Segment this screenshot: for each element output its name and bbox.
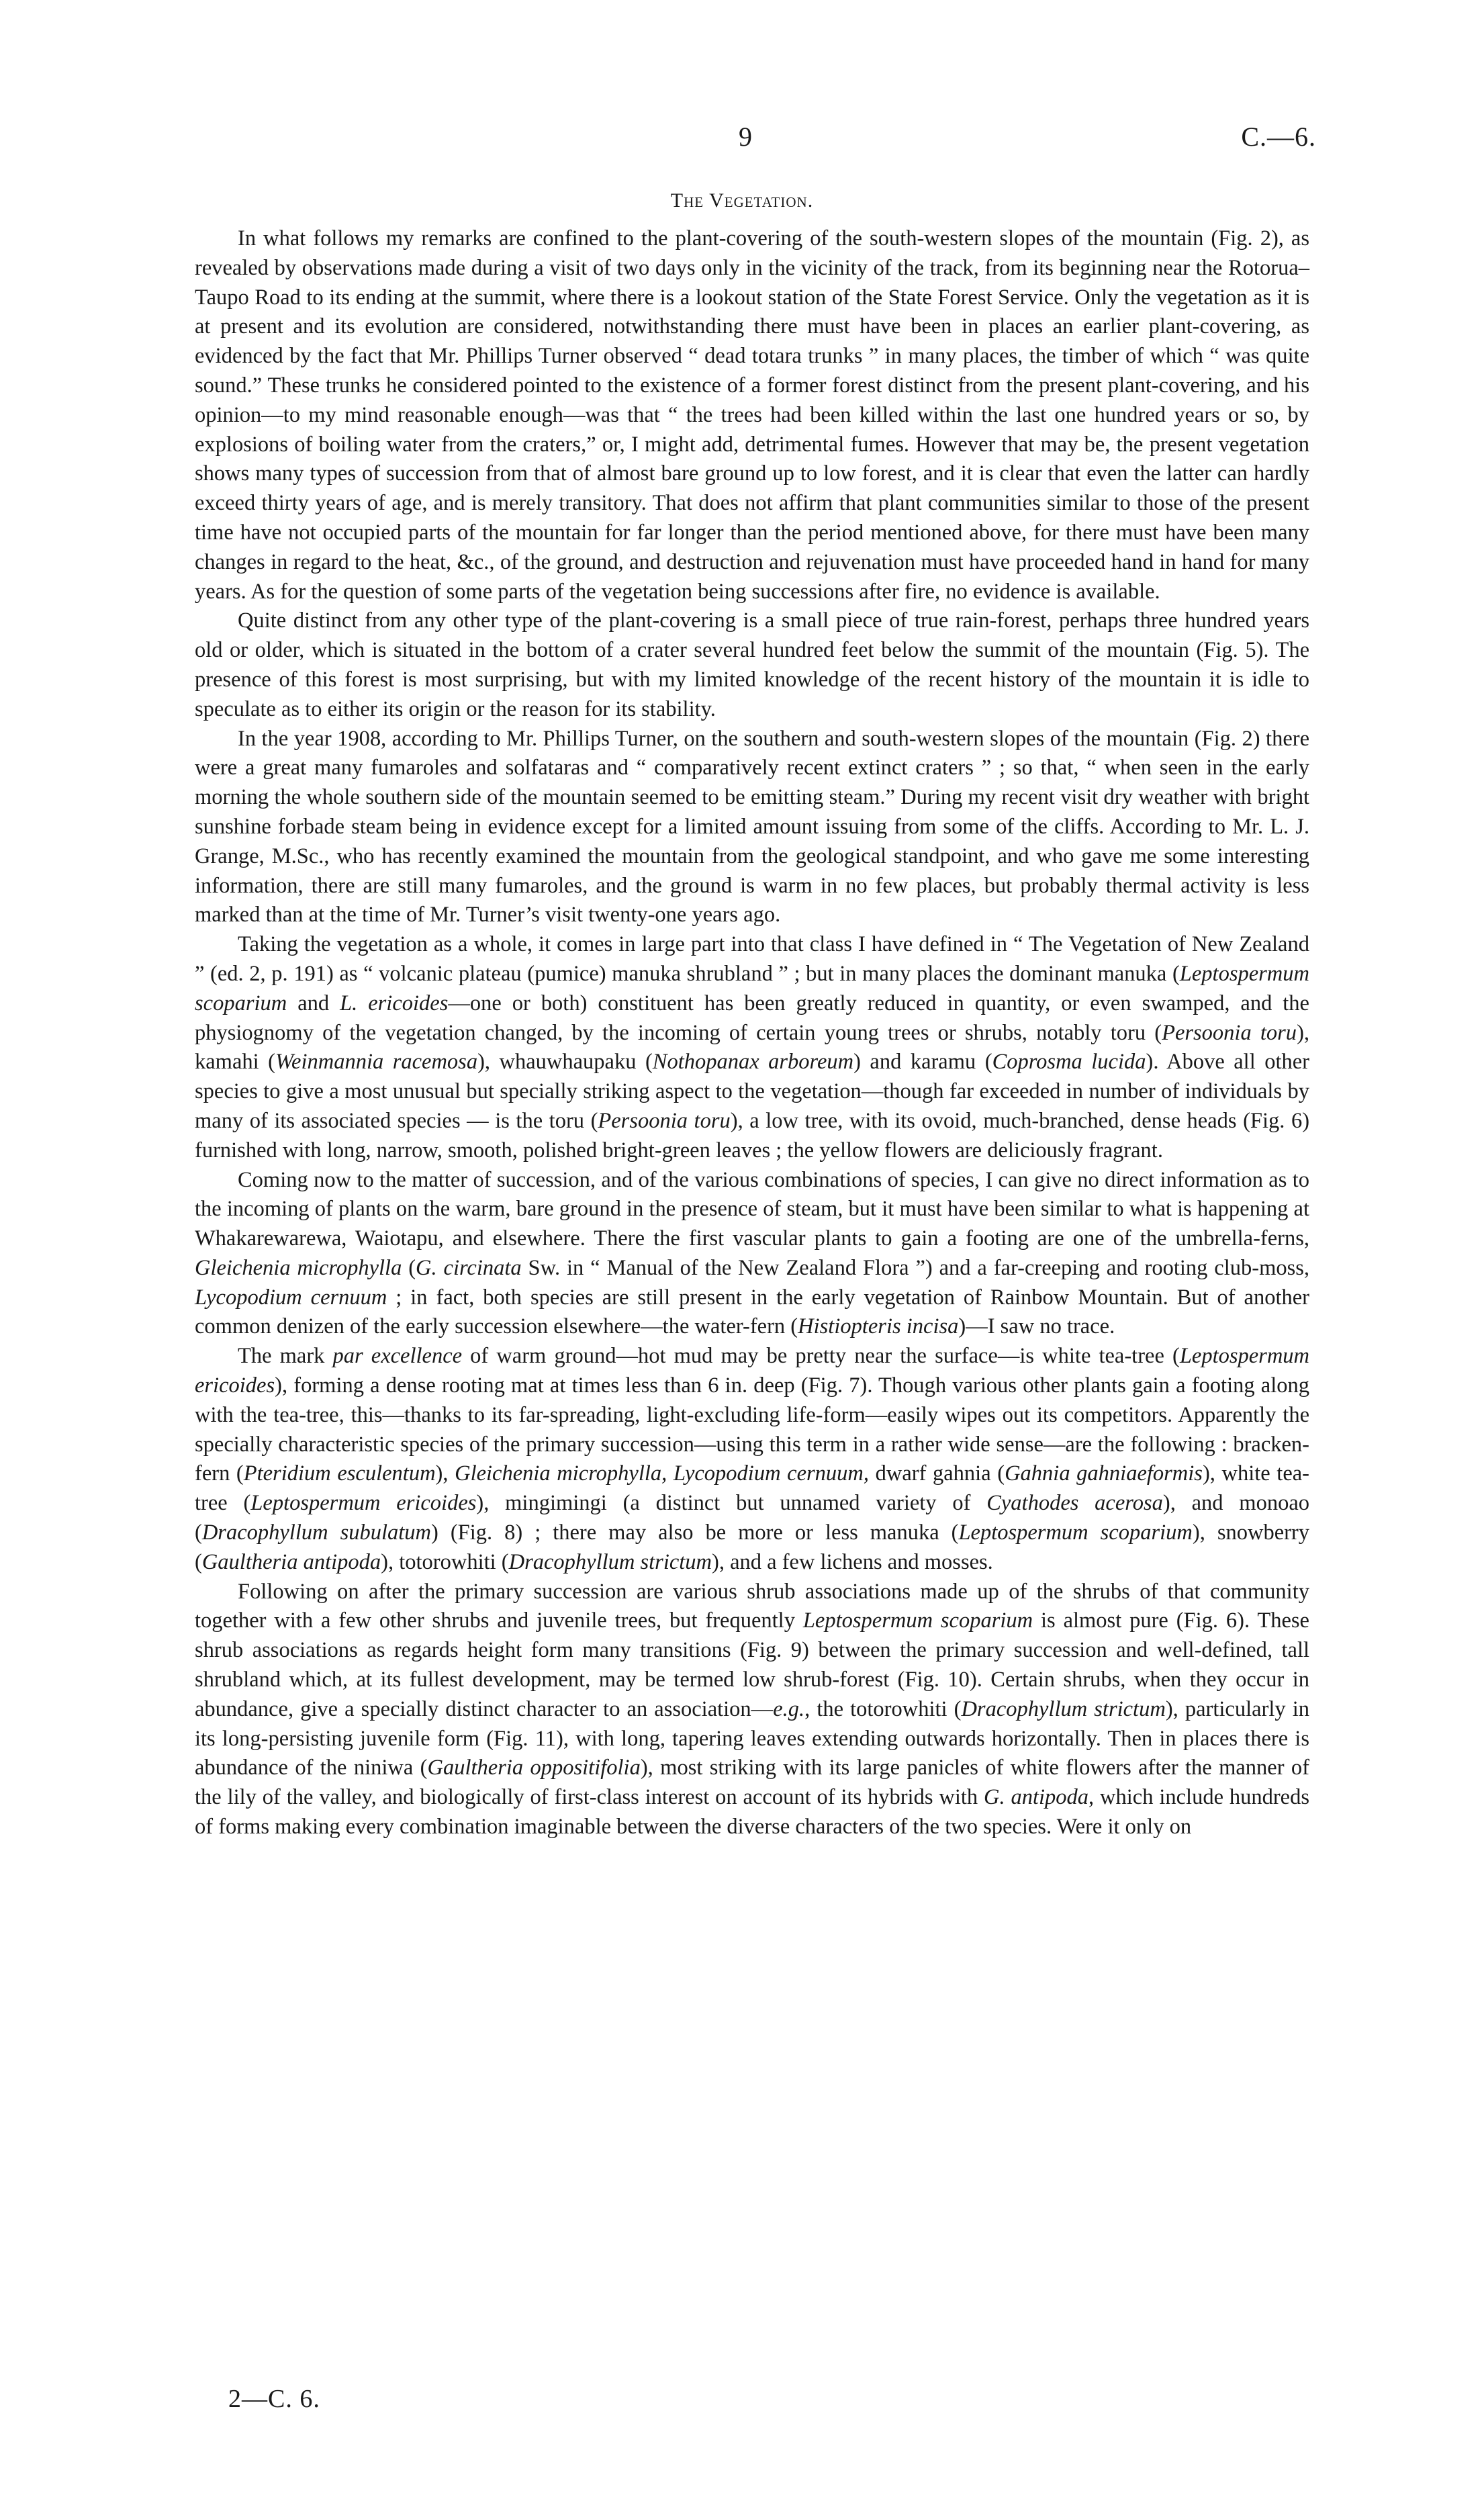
italic-run: par excellence: [332, 1344, 463, 1369]
text-run: ), and a few lichens and mosses.: [712, 1549, 993, 1574]
italic-run: Persoonia toru: [598, 1108, 731, 1133]
italic-run: e.g.: [773, 1696, 805, 1721]
text-run: and: [287, 991, 340, 1015]
italic-run: Gahnia gahniaeformis: [1005, 1461, 1203, 1486]
text-run: (: [402, 1255, 416, 1280]
text-run: ), totorowhiti (: [381, 1549, 509, 1574]
text-run: The mark: [238, 1344, 333, 1369]
italic-run: Leptospermum scoparium: [802, 1608, 1033, 1633]
text-run: Quite distinct from any other type of the plant-covering is a small piece of true rain-forest, perhaps three hundred years old or older, which is situated in the bottom of a crater several hundred feet below the summit of the mountain (Fig. 5). The presence of this forest is most surprising, but with my limited knowledge of the recent history of the mountain it is idle to speculate as to either its origin or the reason for its stability.: [195, 608, 1309, 721]
italic-run: L. ericoides: [340, 991, 449, 1015]
document-reference: C.—6.: [1241, 122, 1316, 152]
italic-run: Persoonia toru: [1162, 1020, 1297, 1045]
italic-run: Dracophyllum strictum: [961, 1696, 1166, 1721]
text-run: ), and monoao (: [195, 1491, 1310, 1545]
italic-run: Lycopodium cernuum: [195, 1285, 387, 1310]
italic-run: Leptospermum scoparium: [195, 961, 1309, 1015]
text-run: Sw. in “ Manual of the New Zealand Flora ”) and a far-creeping and rooting club-moss,: [521, 1255, 1310, 1280]
italic-run: Dracophyllum strictum: [508, 1549, 712, 1574]
italic-run: Leptospermum ericoides: [250, 1491, 477, 1516]
text-run: ), snowberry (: [195, 1520, 1310, 1574]
text-run: ; in fact, both species are still present in the early vegetation of Rainbow Mountain. But of another common denizen of the early succession elsewhere—the water-fern (: [195, 1285, 1309, 1339]
text-run: ) and karamu (: [853, 1050, 992, 1075]
text-run: Taking the vegetation as a whole, it comes in large part into that class I have defined in “ The Vegetation of New Zealand ” (ed. 2, p. 191) as “ volcanic plateau (pumice) manuka shrubland ” ; but in many places the dominant manuka (: [195, 932, 1309, 986]
italic-run: Leptospermum ericoides: [195, 1344, 1310, 1398]
text-run: Following on after the primary succession are various shrub associations made up of the shrubs of that community together with a few other shrubs and juvenile trees, but frequently: [195, 1579, 1309, 1633]
text-run: ), white tea-tree (: [195, 1461, 1310, 1516]
italic-run: Gaultheria antipoda: [201, 1549, 381, 1574]
text-run: , the totorowhiti (: [804, 1696, 962, 1721]
italic-run: Dracophyllum subulatum: [201, 1520, 432, 1545]
italic-run: Pteridium esculentum: [243, 1461, 436, 1486]
text-run: ), a low tree, with its ovoid, much-branched, dense heads (Fig. 6) furnished with long, narrow, smooth, polished bright-green leaves ; the yellow flowers are deliciously fragrant.: [195, 1108, 1310, 1163]
section-title: The Vegetation.: [670, 189, 814, 212]
text-run: ), most striking with its large panicles of white flowers after the manner of the lily of the valley, and biologically of first-class interest on account of its hybrids with: [195, 1756, 1309, 1810]
text-run: In the year 1908, according to Mr. Phillips Turner, on the southern and south-western slopes of the mountain (Fig. 2) there were a great many fumaroles and solfataras and “ comparatively recent extinct craters ” ; so that, “ when seen in the early morning the whole southern side of the mountain seemed to be emitting steam.” During my recent visit dry weather with bright sunshine forbade steam being in evidence except for a limited amount issuing from some of the cliffs. According to Mr. L. J. Grange, M.Sc., who has recently examined the mountain from the geological standpoint, and who gave me some interesting information, there are still many fumaroles, and the ground is warm in no few places, but probably thermal activity is less marked than at the time of Mr. Turner’s visit twenty-one years ago.: [195, 726, 1309, 927]
text-run: is almost pure (Fig. 6). These shrub associations as regards height form many transitions (Fig. 9) between the primary succession and well-defined, tall shrubland which, at its fullest development, may be termed low shrub-forest (Fig. 10). Certain shrubs, when they occur in abundance, give a specially distinct character to an association—: [195, 1608, 1309, 1721]
text-run: , which include hundreds of forms making every combination imaginable between the diverse characters of the two species. Were it only on: [195, 1785, 1310, 1839]
paragraph: [195, 1166, 1309, 1343]
italic-run: Gaultheria oppositifolia: [427, 1756, 641, 1780]
italic-run: Gleichenia microphylla, Lycopodium cernuum,: [455, 1461, 870, 1486]
text-run: Coming now to the matter of succession, and of the various combinations of species, I can give no direct information as to the incoming of plants on the warm, bare ground in the presence of steam, but it must have been similar to what is happening at Whakarewarewa, Waiotapu, and elsewhere. There the first vascular plants to gain a footing are one of the umbrella-ferns,: [195, 1167, 1309, 1251]
paragraph: [195, 224, 1309, 606]
italic-run: Leptospermum scoparium: [958, 1520, 1193, 1545]
text-run: In what follows my remarks are confined to the plant-covering of the south-western slopes of the mountain (Fig. 2), as revealed by observations made during a visit of two days only in the vicinity of the track, from its beginning near the Rotorua–Taupo Road to its ending at the summit, where there is a lookout station of the State Forest Service. Only the vegetation as it is at present and its evolution are considered, notwithstanding there must have been in places an earlier plant-covering, as evidenced by the fact that Mr. Phillips Turner observed “ dead totara trunks ” in many places, the timber of which “ was quite sound.” These trunks he considered pointed to the existence of a former forest distinct from the present plant-covering, and his opinion—to my mind reasonable enough—was that “ the trees had been killed within the last one hundred years or so, by explosions of boiling water from the craters,” or, I might add, detrimental fumes. However that may be, the present vegetation shows many types of succession from that of almost bare ground up to low forest, and it is clear that even the latter can hardly exceed thirty years of age, and is merely transitory. That does not affirm that plant communities similar to those of the present time have not occupied parts of the mountain for far longer than the period mentioned above, for there must have been many changes in regard to the heat, &c., of the ground, and destruction and rejuvenation must have proceeded hand in hand for many years. As for the question of some parts of the vegetation being successions after fire, no evidence is available.: [195, 226, 1309, 604]
italic-run: Nothopanax arboreum: [652, 1050, 854, 1075]
italic-run: Weinmannia racemosa: [275, 1050, 478, 1075]
text-run: ) (Fig. 8) ; there may also be more or less manuka (: [431, 1520, 959, 1545]
text-run: ), kamahi (: [195, 1020, 1310, 1075]
text-run: —one or both) constituent has been greatly reduced in quantity, or even swamped, and the physiognomy of the vegetation changed, by the incoming of certain young trees or shrubs, notably toru (: [195, 991, 1309, 1045]
text-run: ),: [435, 1461, 455, 1486]
text-run: ), whauwhaupaku (: [477, 1050, 653, 1075]
body-text: [195, 224, 1309, 1842]
text-run: ). Above all other species to give a most unusual but specially striking aspect to the vegetation—though far exceeded in number of individuals by many of its associated species — is the toru (: [195, 1050, 1309, 1133]
text-run: ), mingimingi (a distinct but unnamed variety of: [476, 1491, 987, 1516]
text-run: )—I saw no trace.: [958, 1314, 1115, 1339]
paragraph: [195, 1578, 1309, 1842]
text-run: ), particularly in its long-persisting juvenile form (Fig. 11), with long, tapering leaves extending outwards horizontally. Then in places there is abundance of the niniwa (: [195, 1696, 1309, 1780]
text-run: dwarf gahnia (: [869, 1461, 1005, 1486]
paragraph: [195, 930, 1309, 1165]
paragraph: [195, 725, 1309, 931]
italic-run: Coprosma lucida: [992, 1050, 1146, 1075]
text-run: of warm ground—hot mud may be pretty near the surface—is white tea-tree (: [462, 1344, 1180, 1369]
text-run: ), forming a dense rooting mat at times less than 6 in. deep (Fig. 7). Though various other plants gain a footing along with the tea-tree, this—thanks to its far-spreading, light-excluding life-form—easily wipes out its competitors. Apparently the specially characteristic species of the primary succession—using this term in a rather wide sense—are the following : bracken-fern (: [195, 1373, 1309, 1486]
sheet-signature: 2—C. 6.: [228, 2385, 320, 2413]
paragraph: [195, 606, 1309, 724]
paragraph: [195, 1342, 1309, 1577]
italic-run: G. circinata: [416, 1255, 522, 1280]
page-number: 9: [739, 122, 752, 152]
italic-run: G. antipoda: [984, 1785, 1089, 1810]
italic-run: Cyathodes acerosa: [986, 1491, 1163, 1516]
italic-run: Gleichenia microphylla: [195, 1255, 402, 1280]
italic-run: Histiopteris incisa: [798, 1314, 959, 1339]
